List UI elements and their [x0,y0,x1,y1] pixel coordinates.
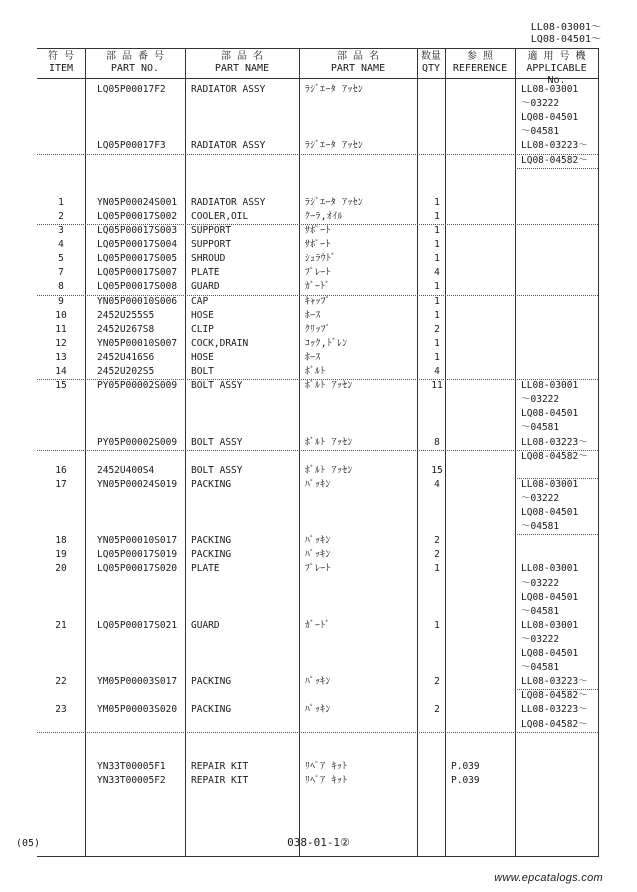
cell-qty: 1 [434,281,440,293]
cell-part-no: YN05P00010S006 [97,295,178,307]
parts-table [37,48,599,857]
cell-jp: ｼｭﾗｳﾄﾞ [305,253,337,265]
cell-app: ～03222 [521,394,560,406]
header-applicable: 適 用 号 機 APPLICABLE No. [526,51,587,86]
serial-line-1: LL08-03001～ [530,22,601,33]
cell-jp: ﾎﾞﾙﾄ [305,366,326,377]
header-part-name-jp: 部 品 名 PART NAME [330,51,386,74]
cell-jp: ﾎﾞﾙﾄ ｱｯｾﾝ [305,464,353,476]
cell-name: PACKING [191,535,232,547]
cell-jp: ﾗｼﾞｴｰﾀ ｱｯｾﾝ [305,84,364,95]
table-row [37,661,598,675]
row-separator [37,154,598,155]
cell-qty: 15 [431,464,443,476]
cell-part-no: LQ05P00017S005 [97,253,178,265]
cell-name: PACKING [191,549,232,561]
cell-part-no: 2452U255S5 [97,309,155,321]
cell-jp: ﾊﾟｯｷﾝ [305,478,331,490]
table-row [37,506,598,520]
cell-item: 17 [55,478,67,490]
table-row [37,647,598,661]
cell-jp: ｻﾎﾟｰﾄ [305,225,331,236]
header-part-name: 部 品 名 PART NAME [214,51,270,74]
cell-name: RADIATOR ASSY [191,84,266,95]
edition-code: (05) [16,838,41,849]
cell-qty: 1 [434,196,440,208]
table-row [37,619,598,633]
cell-jp: ｸﾘｯﾌﾟ [305,323,331,335]
table-row [37,125,598,139]
cell-name: REPAIR KIT [191,774,249,786]
cell-part-no: YM05P00003S020 [97,704,178,716]
cell-qty: 1 [434,239,440,251]
table-row [37,266,598,280]
table-row [37,337,598,351]
table-row [37,562,598,576]
cell-part-no: YN33T00005F1 [97,760,166,772]
table-row [37,436,598,450]
watermark: www.epcatalogs.com [494,872,603,884]
cell-part-no: LQ05P00017S003 [97,225,178,236]
cell-name: BOLT ASSY [191,436,243,448]
cell-jp: ﾘﾍﾟｱ ｷｯﾄ [305,760,348,772]
table-row [37,351,598,365]
cell-name: HOSE [191,351,214,363]
cell-app: LL08-03223～ [521,704,588,716]
cell-name: PACKING [191,704,232,716]
table-row [37,520,598,534]
cell-app: LL08-03001 [521,380,579,392]
row-separator [515,478,598,479]
cell-part-no: LQ05P00017S007 [97,267,178,279]
table-row [37,492,598,506]
cell-item: 8 [58,281,64,293]
row-separator [37,295,598,296]
table-row [37,591,598,605]
cell-jp: ﾗｼﾞｴｰﾀ ｱｯｾﾝ [305,196,364,208]
cell-item: 18 [55,535,67,547]
cell-app: ～03222 [521,98,560,110]
cell-app: ～04581 [521,422,560,434]
cell-jp: ｶﾞｰﾄﾞ [305,281,331,293]
cell-jp: ｸｰﾗ,ｵｲﾙ [305,210,343,222]
cell-jp: ｻﾎﾟｰﾄ [305,239,331,251]
cell-part-no: LQ05P00017S002 [97,210,178,222]
cell-app: LL08-03223～ [521,436,588,448]
table-row [37,732,598,746]
table-row [37,309,598,323]
cell-qty: 1 [434,295,440,307]
cell-app: LL08-03001 [521,478,579,490]
table-row [37,182,598,196]
table-row [37,450,598,464]
cell-jp: ﾎﾞﾙﾄ ｱｯｾﾝ [305,380,353,392]
cell-part-no: LQ05P00017S008 [97,281,178,293]
table-row [37,760,598,774]
cell-item: 11 [55,323,67,335]
cell-app: LL08-03001 [521,563,579,575]
table-row [37,605,598,619]
cell-part-no: LQ05P00017S021 [97,619,178,631]
cell-app: ～04581 [521,605,560,617]
cell-name: SHROUD [191,253,226,265]
cell-name: GUARD [191,619,220,631]
table-row [37,295,598,309]
cell-ref: P.039 [451,760,480,772]
table-row [37,478,598,492]
row-separator [37,732,598,733]
header-qty: 数量 QTY [421,51,441,74]
table-row [37,534,598,548]
table-row [37,280,598,294]
table-row [37,83,598,97]
cell-part-no: LQ05P00017S019 [97,549,178,561]
cell-part-no: LQ05P00017S020 [97,563,178,575]
cell-part-no: YN33T00005F2 [97,774,166,786]
cell-item: 21 [55,619,67,631]
cell-item: 20 [55,563,67,575]
row-separator [37,379,598,380]
row-separator [515,168,598,169]
cell-qty: 4 [434,267,440,279]
cell-jp: ﾌﾟﾚｰﾄ [305,563,331,575]
cell-app: LQ08-04582～ [521,718,588,730]
cell-jp: ﾗｼﾞｴｰﾀ ｱｯｾﾝ [305,140,364,152]
serial-line-2: LQ08-04501～ [530,34,601,45]
cell-name: RADIATOR ASSY [191,196,266,208]
cell-app: LQ08-04582～ [521,450,588,462]
cell-ref: P.039 [451,774,480,786]
cell-qty: 1 [434,210,440,222]
cell-name: PLATE [191,267,220,279]
table-row [37,365,598,379]
table-row [37,379,598,393]
cell-part-no: YN05P00024S001 [97,196,178,208]
cell-item: 3 [58,225,64,236]
cell-app: ～04581 [521,126,560,138]
cell-part-no: YN05P00024S019 [97,478,178,490]
cell-qty: 4 [434,366,440,377]
cell-name: CLIP [191,323,214,335]
cell-item: 7 [58,267,64,279]
table-row [37,210,598,224]
cell-qty: 1 [434,563,440,575]
cell-qty: 2 [434,704,440,716]
cell-name: GUARD [191,281,220,293]
cell-part-no: PY05P00002S009 [97,436,178,448]
cell-item: 13 [55,351,67,363]
table-row [37,238,598,252]
cell-jp: ﾎｰｽ [305,351,321,363]
cell-item: 10 [55,309,67,321]
cell-app: LQ08-04501 [521,591,579,603]
table-row [37,633,598,647]
table-row [37,703,598,717]
cell-qty: 1 [434,337,440,349]
cell-name: SUPPORT [191,225,232,236]
cell-part-no: YM05P00003S017 [97,676,178,688]
cell-item: 22 [55,676,67,688]
cell-item: 5 [58,253,64,265]
row-separator [37,450,598,451]
cell-part-no: YN05P00010S017 [97,535,178,547]
cell-app: ～03222 [521,633,560,645]
cell-name: REPAIR KIT [191,760,249,772]
row-separator [37,224,598,225]
row-separator [515,534,598,535]
cell-app: LQ08-04582～ [521,690,588,702]
table-row [37,196,598,210]
header-item: 符 号 ITEM [47,51,75,74]
cell-qty: 2 [434,535,440,547]
cell-qty: 2 [434,676,440,688]
cell-item: 23 [55,704,67,716]
table-row [37,111,598,125]
cell-part-no: 2452U400S4 [97,464,155,476]
table-row [37,252,598,266]
table-row [37,774,598,788]
cell-qty: 1 [434,619,440,631]
header-part-no: 部 品 番 号 PART NO. [105,51,165,74]
cell-jp: ﾊﾟｯｷﾝ [305,676,331,688]
cell-part-no: PY05P00002S009 [97,380,178,392]
cell-name: PLATE [191,563,220,575]
cell-app: LL08-03223～ [521,140,588,152]
table-row [37,577,598,591]
cell-item: 15 [55,380,67,392]
table-row [37,689,598,703]
page-number: 038-01-1② [287,836,350,849]
cell-app: ～03222 [521,492,560,504]
cell-name: SUPPORT [191,239,232,251]
cell-app: LQ08-04582～ [521,154,588,166]
table-row [37,393,598,407]
cell-app: ～04581 [521,662,560,674]
table-row [37,548,598,562]
table-row [37,323,598,337]
cell-item: 1 [58,196,64,208]
cell-name: PACKING [191,478,232,490]
cell-jp: ﾎｰｽ [305,309,321,321]
cell-item: 14 [55,366,67,377]
cell-app: LQ08-04501 [521,408,579,420]
table-header [37,49,598,86]
cell-name: BOLT ASSY [191,380,243,392]
cell-item: 16 [55,464,67,476]
cell-qty: 1 [434,309,440,321]
table-row [37,224,598,238]
cell-qty: 4 [434,478,440,490]
cell-qty: 1 [434,225,440,236]
table-row [37,97,598,111]
cell-jp: ﾎﾞﾙﾄ ｱｯｾﾝ [305,436,353,448]
table-row [37,154,598,168]
cell-app: ～03222 [521,577,560,589]
cell-app: LL08-03001 [521,619,579,631]
table-row [37,139,598,153]
cell-item: 4 [58,239,64,251]
table-row [37,168,598,182]
cell-name: COCK,DRAIN [191,337,249,349]
cell-jp: ｺｯｸ,ﾄﾞﾚﾝ [305,337,348,349]
cell-name: BOLT [191,366,214,377]
table-row [37,407,598,421]
cell-part-no: LQ05P00017F3 [97,140,166,152]
header-reference: 参 照 REFERENCE [452,51,508,74]
cell-part-no: YN05P00010S007 [97,337,178,349]
cell-app: LL08-03223～ [521,676,588,688]
cell-jp: ﾌﾟﾚｰﾄ [305,267,331,279]
cell-jp: ﾊﾟｯｷﾝ [305,704,331,716]
table-row [37,421,598,435]
cell-item: 19 [55,549,67,561]
table-row [37,464,598,478]
cell-qty: 1 [434,253,440,265]
table-row [37,746,598,760]
cell-part-no: 2452U202S5 [97,366,155,377]
cell-name: HOSE [191,309,214,321]
cell-jp: ｷｬｯﾌﾟ [305,295,331,307]
cell-qty: 8 [434,436,440,448]
cell-part-no: 2452U267S8 [97,323,155,335]
cell-item: 12 [55,337,67,349]
cell-name: BOLT ASSY [191,464,243,476]
cell-jp: ﾊﾟｯｷﾝ [305,549,331,561]
cell-qty: 2 [434,323,440,335]
cell-part-no: LQ05P00017S004 [97,239,178,251]
table-row [37,675,598,689]
row-separator [515,689,598,690]
cell-name: RADIATOR ASSY [191,140,266,152]
cell-item: 9 [58,295,64,307]
cell-item: 2 [58,210,64,222]
cell-app: LQ08-04501 [521,507,579,518]
table-row [37,718,598,732]
cell-qty: 1 [434,351,440,363]
cell-name: COOLER,OIL [191,210,249,222]
serial-range [531,22,601,46]
cell-name: CAP [191,295,209,307]
cell-part-no: 2452U416S6 [97,351,155,363]
cell-qty: 11 [431,380,443,392]
cell-qty: 2 [434,549,440,561]
cell-app: LL08-03001 [521,84,579,95]
cell-app: ～04581 [521,521,560,533]
cell-name: PACKING [191,676,232,688]
cell-jp: ﾘﾍﾟｱ ｷｯﾄ [305,774,348,786]
cell-app: LQ08-04501 [521,648,579,659]
cell-app: LQ08-04501 [521,112,579,124]
cell-part-no: LQ05P00017F2 [97,84,166,95]
cell-jp: ｶﾞｰﾄﾞ [305,619,331,631]
cell-jp: ﾊﾟｯｷﾝ [305,535,331,547]
